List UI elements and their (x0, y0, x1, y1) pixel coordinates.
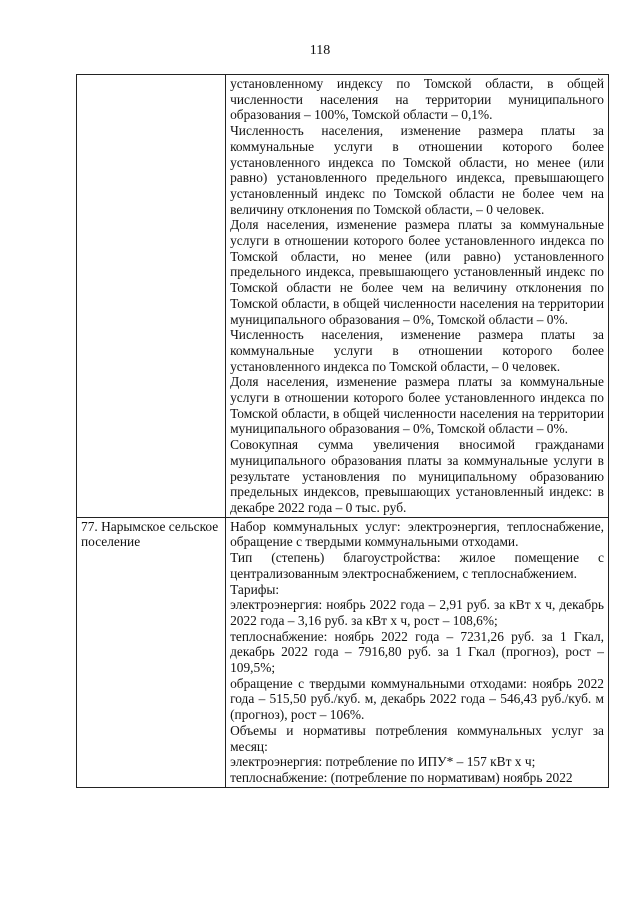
description-paragraph: установленному индексу по Томской области, в общей численности населения на территории муниципального образования – 100%, Томской области – 0,1%. (230, 76, 604, 123)
description-paragraph: электроэнергия: ноябрь 2022 года – 2,91 руб. за кВт х ч, декабрь 2022 года – 3,16 руб. за кВт х ч, рост – 108,6%; (230, 597, 604, 628)
description-paragraph: Набор коммунальных услуг: электроэнергия, теплоснабжение, обращение с твердыми коммунальными отходами. (230, 518, 604, 550)
municipality-name: 77. Нарымское сельское поселение (81, 518, 219, 550)
description-paragraph: Доля населения, изменение размера платы за коммунальные услуги в отношении которого более установленного индекса по Томской области, но менее (или равно) установленного предельного индекса, превышающего установленный индекс по Томской области не более чем на величину отклонения по Томской области, в общей численности населения на территории муниципального образования – 0%, Томской области – 0%. (230, 217, 604, 327)
table-row (77, 517, 609, 787)
description-paragraph: обращение с твердыми коммунальными отходами: ноябрь 2022 года – 515,50 руб./куб. м, декабрь 2022 года – 546,43 руб./куб. м (прогноз), рост – 106%. (230, 675, 604, 723)
description-cell (226, 75, 609, 518)
description-paragraph: Численность населения, изменение размера платы за коммунальные услуги в отношении которого более установленного индекса по Томской области, но менее (или равно) установленного предельного индекса, превышающего установленный индекс по Томской области не более чем на величину отклонения по Томской области, – 0 человек. (230, 123, 604, 217)
description-paragraph: Доля населения, изменение размера платы за коммунальные услуги в отношении которого более установленного индекса по Томской области, в общей численности населения на территории муниципального образования – 0%, Томской области – 0%. (230, 374, 604, 437)
municipality-name-cell (77, 517, 226, 787)
description-paragraph: Объемы и нормативы потребления коммунальных услуг за месяц: (230, 722, 604, 754)
description-paragraph: Тип (степень) благоустройства: жилое помещение с централизованным электроснабжением, с теплоснабжением. (230, 550, 604, 581)
municipal-utilities-table (76, 74, 609, 788)
table-row (77, 75, 609, 518)
description-paragraph: теплоснабжение: ноябрь 2022 года – 7231,26 руб. за 1 Гкал, декабрь 2022 года – 7916,80 руб. за 1 Гкал (прогноз), рост – 109,5%; (230, 628, 604, 676)
description-paragraph: Совокупная сумма увеличения вносимой гражданами муниципального образования платы за коммунальные услуги в результате установления по муниципальному образованию предельных индексов, превышающих установленный индекс: в декабре 2022 года – 0 тыс. руб. (230, 437, 604, 515)
municipality-name-cell (77, 75, 226, 518)
description-paragraph: теплоснабжение: (потребление по нормативам) ноябрь 2022 (230, 769, 573, 785)
description-paragraph: Тарифы: (230, 581, 280, 597)
description-paragraph: электроэнергия: потребление по ИПУ* – 157 кВт х ч; (230, 754, 536, 770)
description-paragraph: Численность населения, изменение размера платы за коммунальные услуги в отношении которого более установленного индекса по Томской области, – 0 человек. (230, 327, 604, 374)
page-number: 118 (309, 43, 331, 58)
description-cell (226, 517, 609, 787)
